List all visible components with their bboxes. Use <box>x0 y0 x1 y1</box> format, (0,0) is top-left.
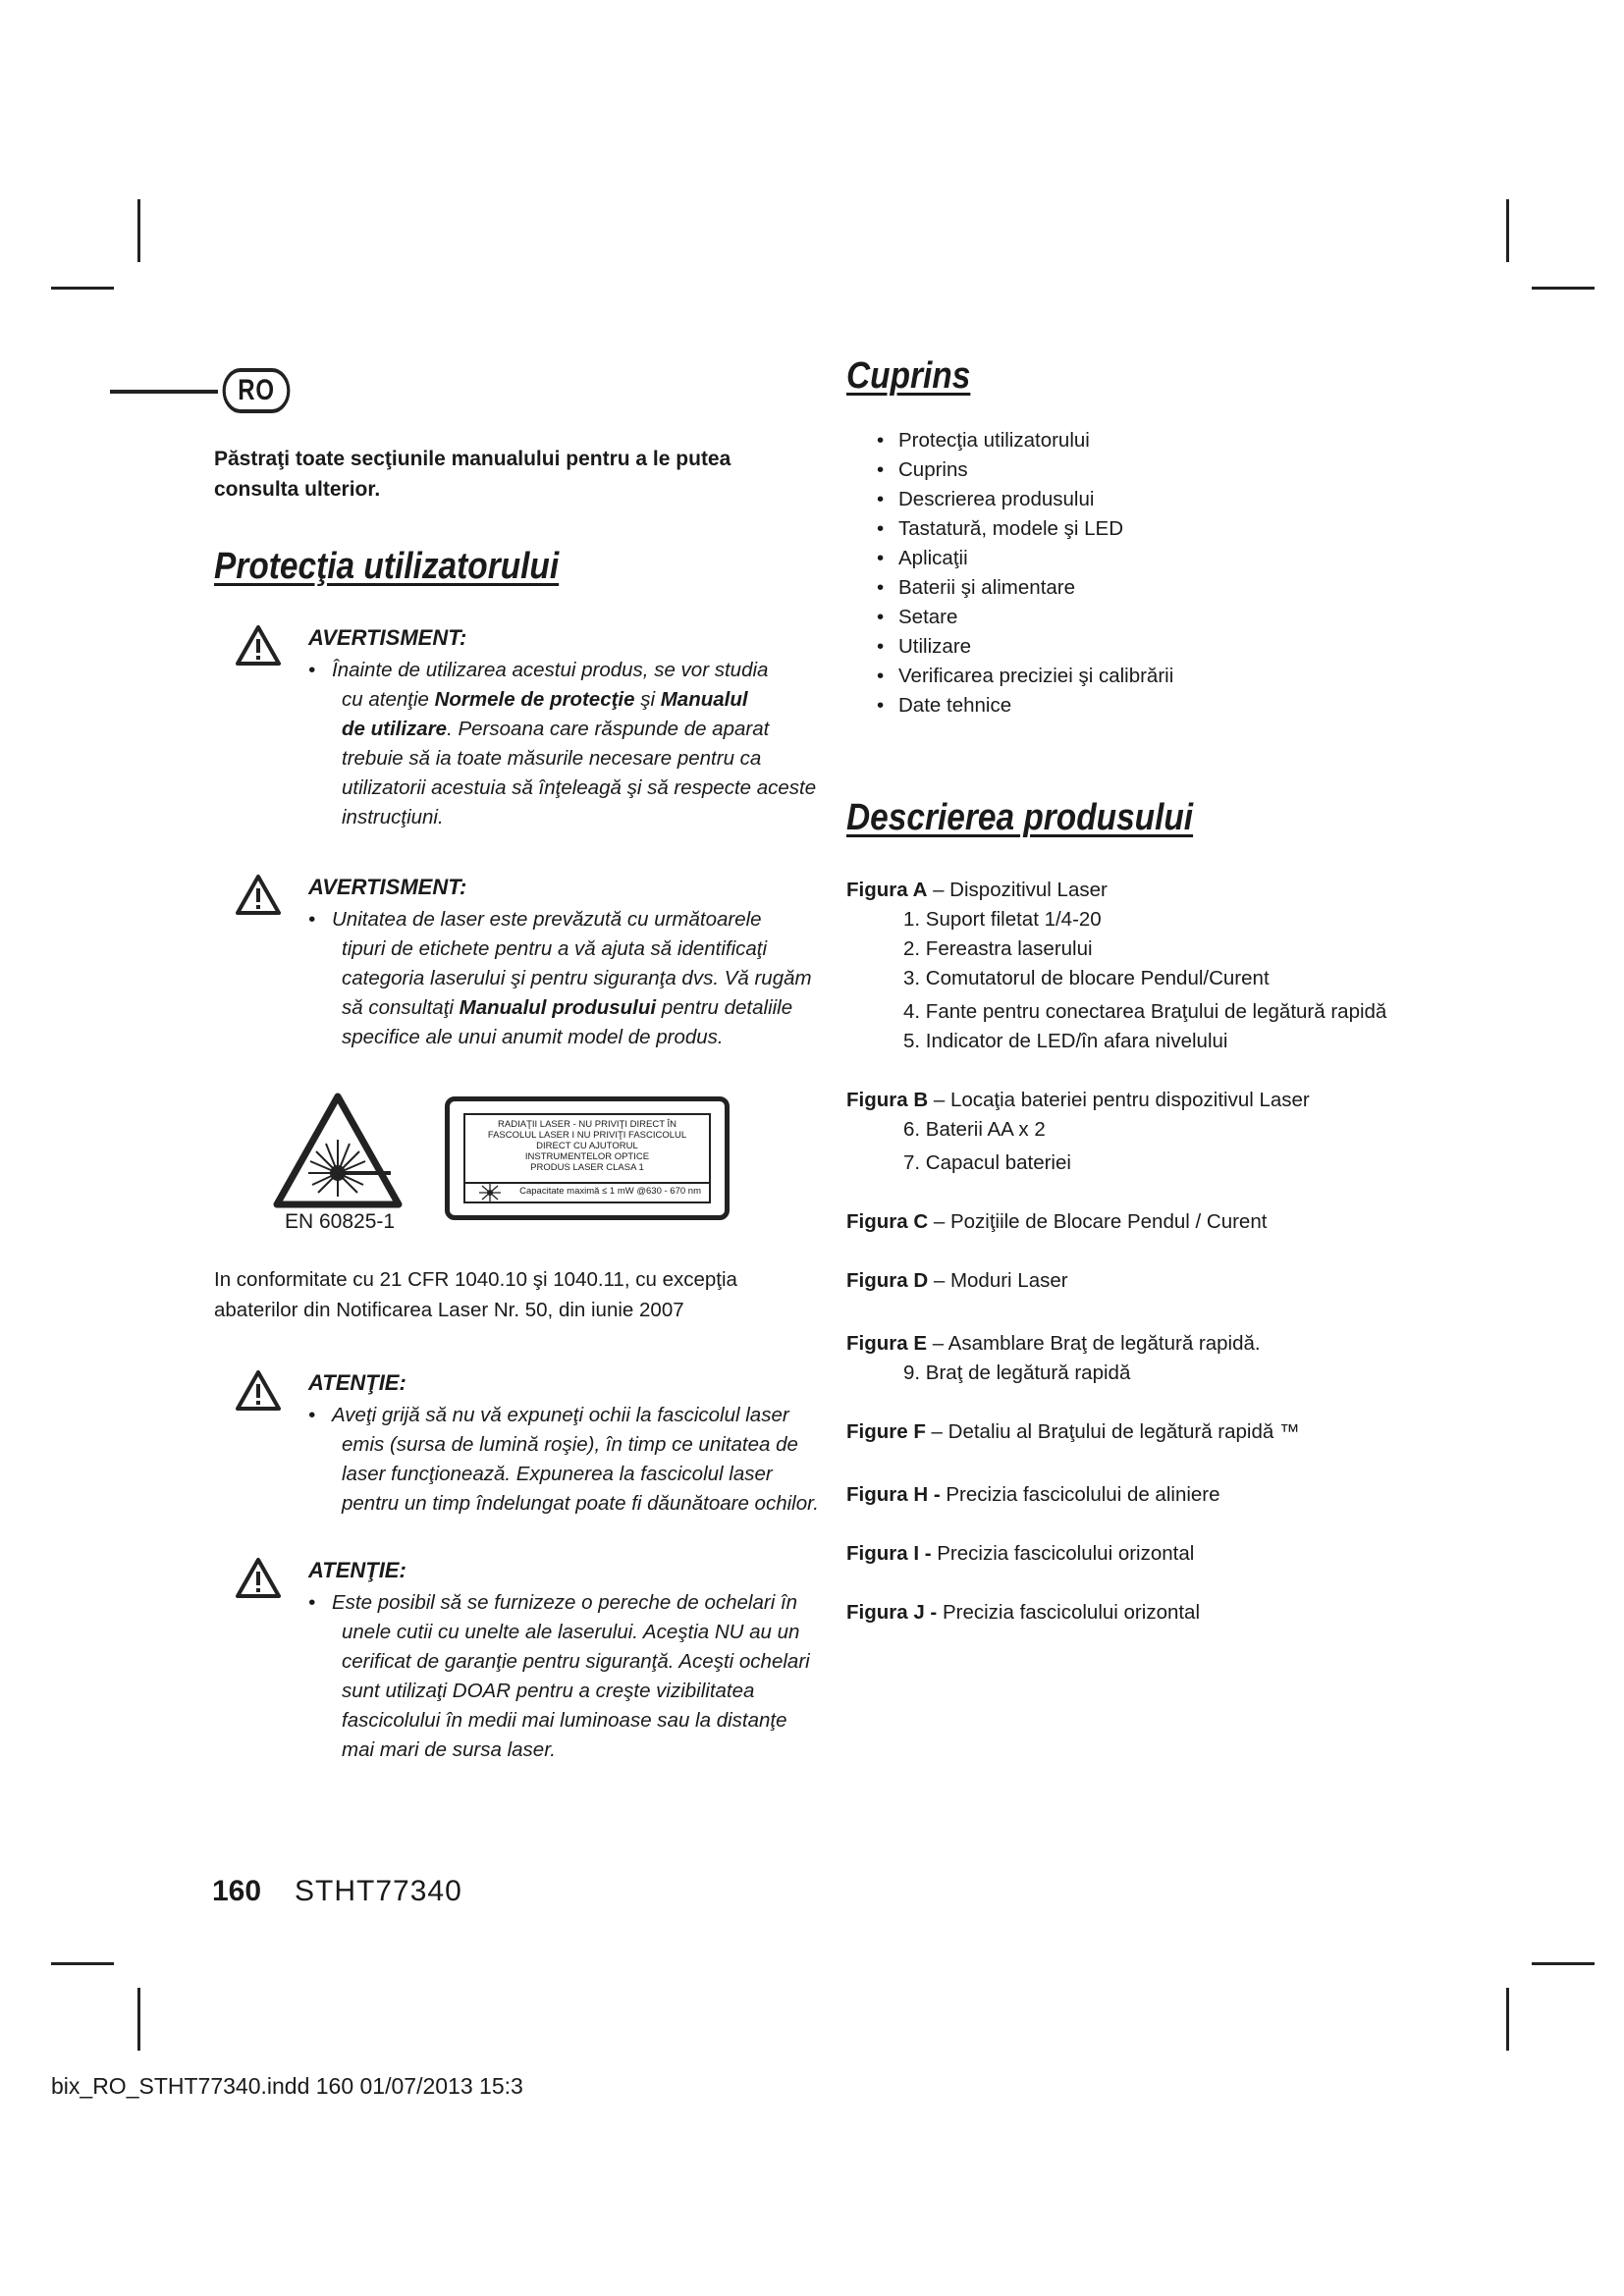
warning-title: AVERTISMENT: <box>308 875 467 899</box>
figure-item: 3. Comutatorul de blocare Pendul/Curent <box>903 967 1270 989</box>
label-line: PRODUS LASER CLASA 1 <box>530 1162 644 1173</box>
crop-mark <box>1506 1988 1509 2051</box>
text-line: trebuie să ia toate măsurile necesare pentru ca <box>342 747 762 770</box>
text-line: categoria laserului şi pentru siguranţa dvs. Vă rugăm <box>342 967 812 989</box>
figure-j-entry <box>846 1598 1200 1628</box>
figure-item: 6. Baterii AA x 2 <box>903 1118 1046 1141</box>
figure-caption: – Detaliu al Braţului de legătură rapidă ™ <box>925 1420 1300 1443</box>
text-line: specifice ale unui anumit model de produs. <box>342 1026 724 1048</box>
contents-item: • Date tehnice <box>877 691 1173 721</box>
text-line: instrucţiuni. <box>342 806 444 828</box>
text-emphasis: Manualul <box>660 688 748 711</box>
text-line: laser funcţionează. Expunerea la fascicolul laser <box>342 1463 773 1485</box>
figure-caption: – Locaţia bateriei pentru dispozitivul Laser <box>928 1089 1310 1111</box>
contents-item: • Utilizare <box>877 632 1173 662</box>
warning-triangle-icon <box>236 624 281 666</box>
crop-mark <box>51 287 114 290</box>
laser-warning-label <box>445 1096 730 1220</box>
warning-title: AVERTISMENT: <box>308 625 467 650</box>
text-line: şi <box>634 688 661 711</box>
figure-caption: Precizia fascicolului orizontal <box>937 1601 1201 1624</box>
figure-caption: – Asamblare Braţ de legătură rapidă. <box>927 1332 1261 1355</box>
label-line: RADIAŢII LASER - NU PRIVIŢI DIRECT ÎN <box>498 1119 677 1130</box>
intro-text: Păstraţi toate secţiunile manualului pentru a le putea consulta ulterior. <box>214 448 731 501</box>
figure-label: Figura J - <box>846 1601 938 1624</box>
figure-i-entry <box>846 1539 1194 1569</box>
warning-triangle-icon <box>236 1369 281 1411</box>
text-line: cu atenţie <box>342 688 435 711</box>
text-line: Aveţi grijă să nu vă expuneţi ochii la fascicolul laser <box>332 1404 789 1426</box>
crop-mark <box>137 1988 140 2051</box>
crop-mark <box>1532 1962 1595 1965</box>
contents-item: • Verificarea preciziei şi calibrării <box>877 662 1173 691</box>
text-line: să consultaţi <box>342 996 460 1019</box>
model-number: STHT77340 <box>295 1875 462 1907</box>
figure-caption: Precizia fascicolului de aliniere <box>940 1483 1220 1506</box>
figure-e-entry <box>846 1329 1261 1388</box>
crop-mark <box>51 1962 114 1965</box>
figure-caption: – Poziţiile de Blocare Pendul / Curent <box>928 1210 1268 1233</box>
language-badge: RO <box>223 368 291 413</box>
figure-item: 2. Fereastra laserului <box>903 937 1093 960</box>
text-line: Unitatea de laser este prevăzută cu următoarele <box>332 908 762 931</box>
text-emphasis: de utilizare <box>342 718 448 740</box>
figure-item: 1. Suport filetat 1/4-20 <box>903 908 1102 931</box>
caution-title: ATENŢIE: <box>308 1370 406 1395</box>
contents-list <box>877 426 1173 721</box>
text-line: mai mari de sursa laser. <box>342 1738 556 1761</box>
crop-mark <box>1506 199 1509 262</box>
figure-a-entry <box>846 876 1386 1056</box>
warning-body: • Unitatea de laser este prevăzută cu următoarele tipuri de etichete pentru a vă ajuta să identificaţi categoria laserului şi pentru siguranţa dvs. Vă rugăm să consultaţi Manualul produsului pentru detaliile specifice ale unui anumit model de produs. <box>308 905 819 1052</box>
figure-item: 9. Braţ de legătură rapidă <box>903 1362 1131 1384</box>
page-number: 160 <box>212 1875 262 1907</box>
contents-item: • Aplicaţii <box>877 544 1173 573</box>
text-line: utilizatorii acestuia să înţeleagă şi să respecte aceste <box>342 776 817 799</box>
contents-item: • Cuprins <box>877 455 1173 485</box>
text-line: . Persoana care răspunde de aparat <box>447 718 770 740</box>
figure-label: Figure F <box>846 1420 926 1443</box>
figure-f-entry <box>846 1417 1299 1447</box>
figure-caption: Precizia fascicolului orizontal <box>931 1542 1195 1565</box>
label-line: DIRECT CU AJUTORUL <box>536 1141 638 1151</box>
caution-title: ATENŢIE: <box>308 1558 406 1582</box>
section-heading-contents: Cuprins <box>846 355 971 397</box>
figure-caption: – Dispozitivul Laser <box>927 879 1108 901</box>
section-heading-product: Descrierea produsului <box>846 797 1194 838</box>
text-line: tipuri de etichete pentru a vă ajuta să identificaţi <box>342 937 768 960</box>
caution-body: • Este posibil să se furnizeze o pereche de ochelari în unele cutii cu unelte ale laserului. Aceştia NU au un cerificat de garanţie pentru siguranţă. Aceşti ochelari sunt utilizaţi DOAR pentru a creşte vizibilitatea fascicolului în medii mai luminoase sau la distanţe mai mari de sursa laser. <box>308 1588 819 1765</box>
text-line: unele cutii cu unelte ale laserului. Aceştia NU au un <box>342 1621 800 1643</box>
figure-label: Figura A <box>846 879 928 901</box>
text-line: cerificat de garanţie pentru siguranţă. Aceşti ochelari <box>342 1650 810 1673</box>
section-heading-protection: Protecţia utilizatorului <box>214 546 560 587</box>
figure-item: 5. Indicator de LED/în afara nivelului <box>903 1030 1228 1052</box>
figure-item: 7. Capacul bateriei <box>903 1151 1071 1174</box>
label-capacity-text: Capacitate maximă ≤ 1 mW @630 - 670 nm <box>519 1186 701 1197</box>
laser-standard-label: EN 60825-1 <box>285 1210 396 1233</box>
figure-d-entry <box>846 1266 1068 1296</box>
laser-hazard-icon <box>273 1093 403 1208</box>
contents-item: • Tastatură, modele şi LED <box>877 514 1173 544</box>
text-line: Înainte de utilizarea acestui produs, se vor studia <box>332 659 769 681</box>
warning-triangle-icon <box>236 874 281 915</box>
text-line: pentru detaliile <box>656 996 793 1019</box>
text-line: emis (sursa de lumină roşie), în timp ce unitatea de <box>342 1433 798 1456</box>
label-line: INSTRUMENTELOR OPTICE <box>524 1151 650 1162</box>
label-line: FASCOLUL LASER I NU PRIVIŢI FASCICOLUL <box>487 1130 687 1141</box>
text-line: pentru un timp îndelungat poate fi dăunătoare ochilor. <box>342 1492 819 1515</box>
laser-label-inner <box>463 1113 711 1203</box>
figure-caption: – Moduri Laser <box>928 1269 1068 1292</box>
conformity-text: In conformitate cu 21 CFR 1040.10 şi 1040.11, cu excepţia abaterilor din Notificarea Laser Nr. 50, din iunie 2007 <box>214 1268 737 1321</box>
text-line: Este posibil să se furnizeze o pereche de ochelari în <box>332 1591 798 1614</box>
figure-label: Figura H - <box>846 1483 941 1506</box>
language-rule <box>110 390 218 394</box>
figure-label: Figura E <box>846 1332 928 1355</box>
warning-body: • Înainte de utilizarea acestui produs, se vor studia cu atenţie Normele de protecţie şi Manualul de utilizare. Persoana care răspunde de aparat trebuie să ia toate măsurile necesare pentru ca utilizatorii acestuia să înţeleagă şi să respecte aceste instrucţiuni. <box>308 656 819 832</box>
text-emphasis: Normele de protecţie <box>434 688 635 711</box>
contents-item: • Baterii şi alimentare <box>877 573 1173 603</box>
figure-item: 4. Fante pentru conectarea Braţului de legătură rapidă <box>903 1000 1387 1023</box>
figure-c-entry <box>846 1207 1267 1237</box>
crop-mark <box>1532 287 1595 290</box>
label-capacity <box>465 1182 709 1201</box>
text-line: sunt utilizaţi DOAR pentru a creşte vizibilitatea <box>342 1680 755 1702</box>
figure-label: Figura I - <box>846 1542 932 1565</box>
figure-label: Figura C <box>846 1210 929 1233</box>
text-emphasis: Manualul produsului <box>459 996 657 1019</box>
laser-starburst-icon <box>475 1182 505 1203</box>
contents-item: • Setare <box>877 603 1173 632</box>
contents-item: • Descrierea produsului <box>877 485 1173 514</box>
figure-label: Figura B <box>846 1089 929 1111</box>
figure-h-entry <box>846 1480 1220 1510</box>
figure-b-entry <box>846 1086 1310 1178</box>
text-line: fascicolului în medii mai luminoase sau la distanţe <box>342 1709 787 1732</box>
contents-item: • Protecţia utilizatorului <box>877 426 1173 455</box>
crop-mark <box>137 199 140 262</box>
warning-triangle-icon <box>236 1557 281 1598</box>
print-info: bix_RO_STHT77340.indd 160 01/07/2013 15:3 <box>51 2073 523 2099</box>
caution-body: • Aveţi grijă să nu vă expuneţi ochii la fascicolul laser emis (sursa de lumină roşie), în timp ce unitatea de laser funcţionează. Expunerea la fascicolul laser pentru un timp îndelungat poate fi dăunătoare ochilor. <box>308 1401 819 1519</box>
figure-label: Figura D <box>846 1269 929 1292</box>
